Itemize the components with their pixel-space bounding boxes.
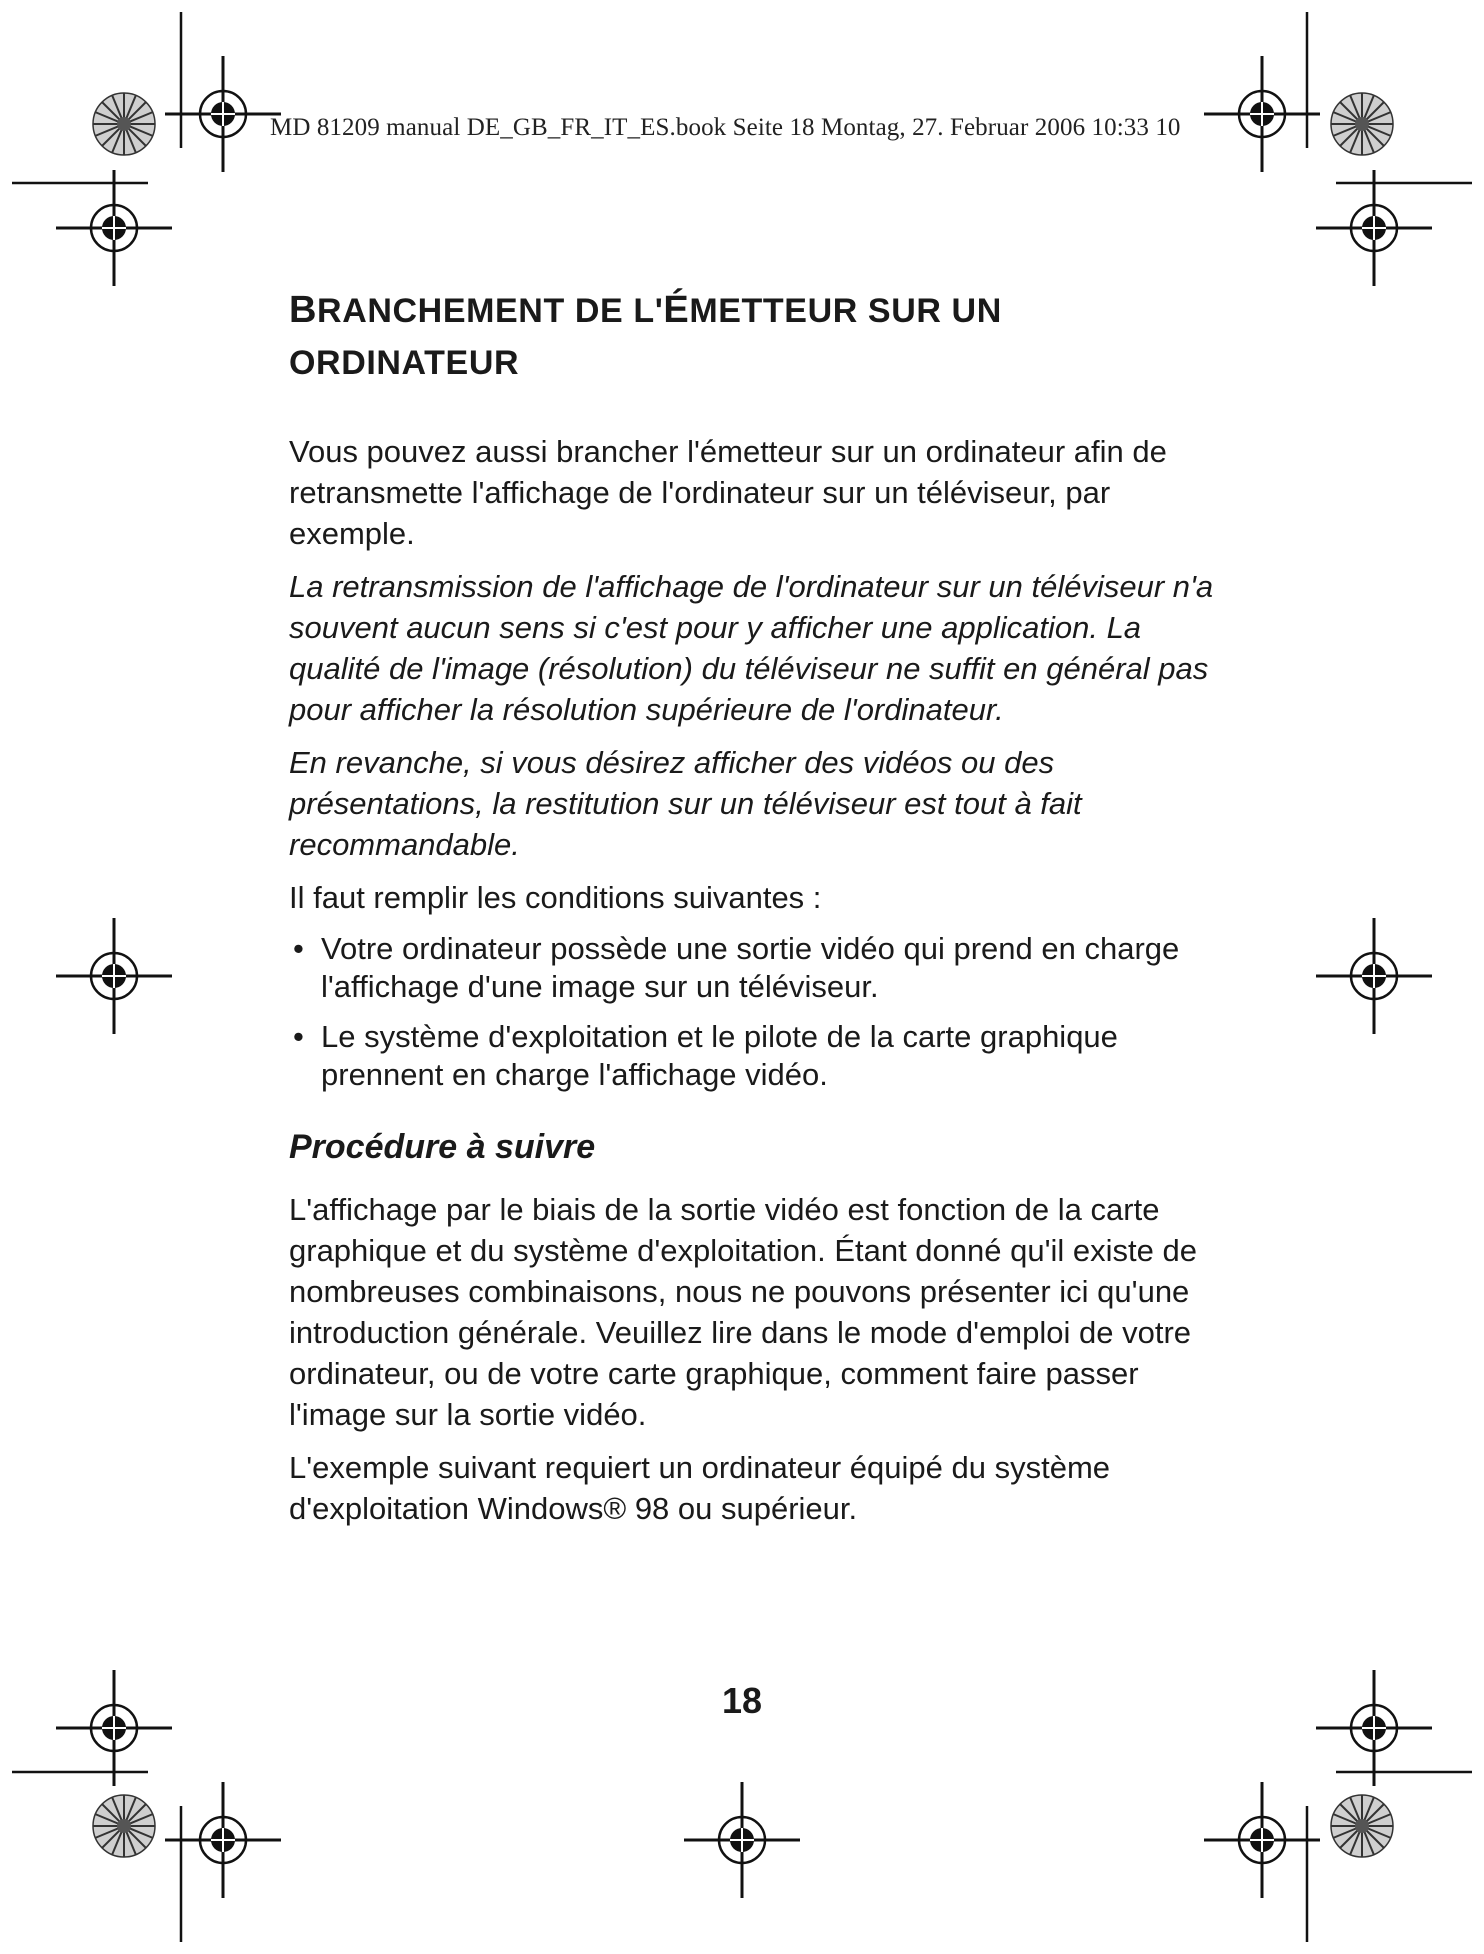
- star-target-top-left: [93, 93, 155, 155]
- registration-mark: [56, 170, 172, 286]
- registration-mark: [1204, 1782, 1320, 1898]
- print-slug: MD 81209 manual DE_GB_FR_IT_ES.book Seite 18 Montag, 27. Februar 2006 10:33 10: [270, 114, 1181, 141]
- subsection-heading: Procédure à suivre: [289, 1128, 596, 1166]
- registration-mark: [1204, 56, 1320, 172]
- star-target-top-right: [1331, 93, 1393, 155]
- procedure-paragraph: L'affichage par le biais de la sortie vidéo est fonction de la carte graphique et du système d'exploitation. Étant donné qu'il existe de nombreuses combinaisons, nous ne pouvons présenter ici qu'une introduction générale. Veuillez lire dans le mode d'emploi de votre ordinateur, ou de votre carte graphique, comment faire passer l'image sur la sortie vidéo.: [289, 1192, 1197, 1432]
- bullet-icon: •: [293, 1019, 304, 1054]
- registration-mark: [56, 918, 172, 1034]
- page-number: 18: [721, 1680, 763, 1721]
- list-item: • Le système d'exploitation et le pilote de la carte graphique prennent en charge l'affichage vidéo.: [289, 1018, 1229, 1094]
- registration-mark: [1316, 170, 1432, 286]
- registration-mark: [165, 56, 281, 172]
- star-target-bottom-left: [93, 1795, 155, 1857]
- note-paragraph: En revanche, si vous désirez afficher des vidéos ou des présentations, la restitution sur un téléviseur est tout à fait recommandable.: [289, 745, 1082, 862]
- procedure-paragraph: L'exemple suivant requiert un ordinateur équipé du système d'exploitation Windows® 98 ou supérieur.: [289, 1450, 1111, 1526]
- list-item: • Votre ordinateur possède une sortie vidéo qui prend en charge l'affichage d'une image sur un téléviseur.: [289, 930, 1229, 1006]
- conditions-paragraph: Il faut remplir les conditions suivantes :: [289, 880, 822, 915]
- note-paragraph: La retransmission de l'affichage de l'ordinateur sur un téléviseur n'a souvent aucun sens si c'est pour y afficher une application. La qualité de l'image (résolution) du téléviseur ne suffit en général pas pour afficher la résolution supérieure de l'ordinateur.: [289, 569, 1214, 727]
- star-target-bottom-right: [1331, 1795, 1393, 1857]
- registration-mark: [1316, 918, 1432, 1034]
- bullet-icon: •: [293, 931, 304, 966]
- page-content: [289, 284, 1229, 1529]
- section-title: BRANCHEMENT DE L'ÉMETTEUR SUR UN ORDINATEUR: [289, 289, 1002, 382]
- registration-mark: [684, 1782, 800, 1898]
- intro-paragraph: Vous pouvez aussi brancher l'émetteur sur un ordinateur afin de retransmette l'affichage de l'ordinateur sur un téléviseur, par exemple.: [289, 434, 1167, 551]
- registration-mark: [165, 1782, 281, 1898]
